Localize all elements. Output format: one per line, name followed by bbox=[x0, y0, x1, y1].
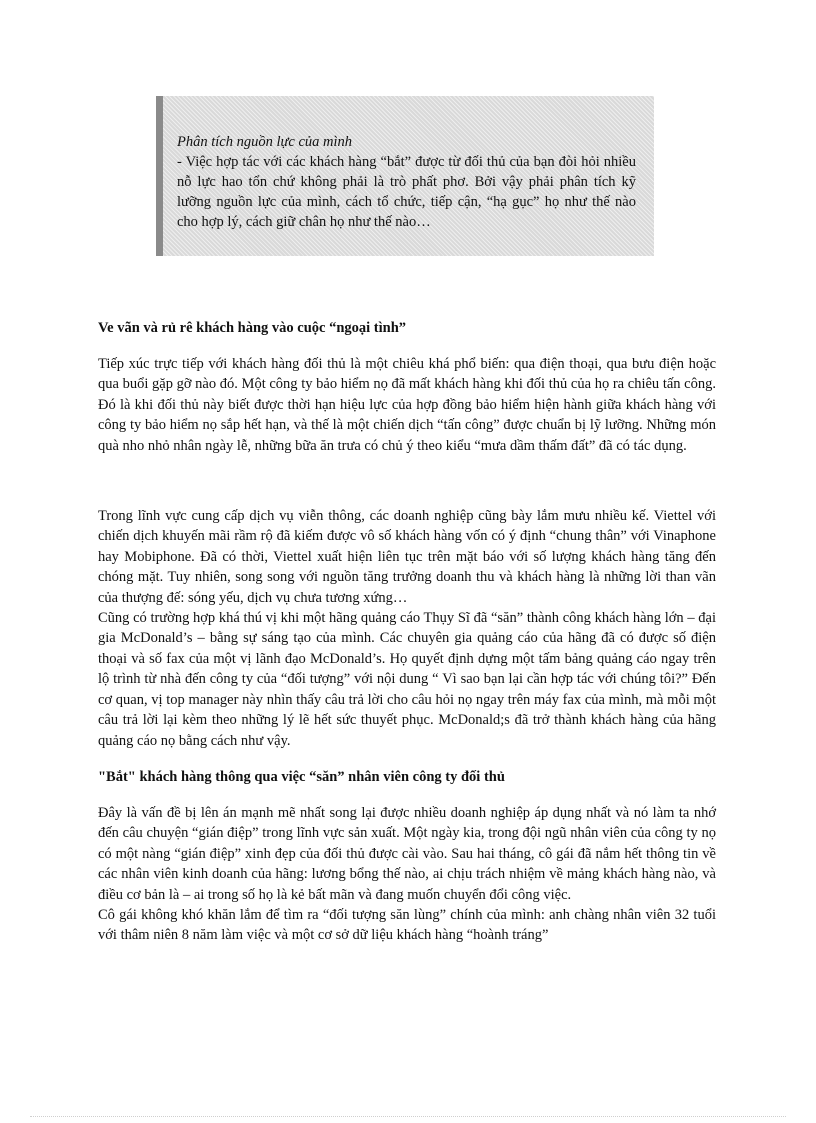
page-divider bbox=[30, 1116, 786, 1117]
paragraph: Cô gái không khó khăn lắm để tìm ra “đối tượng săn lùng” chính của mình: anh chàng nhân viên 32 tuổi với thâm niên 8 năm làm việc và một cơ sở dữ liệu khách hàng “hoành tráng” bbox=[98, 906, 716, 944]
paragraph: Trong lĩnh vực cung cấp dịch vụ viễn thông, các doanh nghiệp cũng bày lắm mưu nhiều kế. Viettel với chiến dịch khuyến mãi rầm rộ đã kiếm được vô số khách hàng vốn có ý định “chung thân” với Vinaphone hay Mobiphone. Đã có thời, Viettel xuất hiện liên tục trên mặt báo với số lượng khách hàng tăng đến chóng mặt. Tuy nhiên, song song với nguồn tăng trưởng doanh thu và khách hàng là những lời than vãn của thượng đế: sóng yếu, dịch vụ chưa tương xứng… bbox=[98, 508, 716, 606]
callout-box bbox=[156, 96, 654, 256]
paragraph: Tiếp xúc trực tiếp với khách hàng đối thủ là một chiêu khá phổ biến: qua điện thoại, qua bưu điện hoặc qua buổi gặp gỡ nào đó. Một công ty bảo hiểm nọ đã mất khách hàng khi đối thủ của họ ra chiêu tấn công. Đó là khi đối thủ này biết được thời hạn hiệu lực của hợp đồng bảo hiểm hiện hành giữa khách hàng với công ty bảo hiểm nọ sắp hết hạn, và thế là một chiến dịch “tấn công” được chuẩn bị lỹ lưỡng. Những món quà nho nhỏ nhân ngày lễ, những bữa ăn trưa có chủ ý theo kiểu “mưa dầm thấm đất” đã có tác dụng. bbox=[98, 356, 716, 454]
section-heading: Ve vãn và rủ rê khách hàng vào cuộc “ngoại tình” bbox=[98, 320, 407, 336]
paragraph: Cũng có trường hợp khá thú vị khi một hãng quảng cáo Thụy Sĩ đã “săn” thành công khách hàng lớn – đại gia McDonald’s – bằng sự sáng tạo của mình. Các chuyên gia quảng cáo của hãng đã có được số điện thoại và số fax của một vị lãnh đạo McDonald’s. Họ quyết định dựng một tấm bảng quảng cáo ngay trên lộ trình từ nhà đến công ty của “đối tượng” với nội dung “ Vì sao bạn lại cần hợp tác với chúng tôi?” Đến cơ quan, vị top manager này nhìn thấy câu trả lời cho câu hỏi nọ ngay trên máy fax của mình, mà mỗi một câu trả lời lại kèm theo những lý lẽ hết sức thuyết phục. McDonald;s đã trở thành khách hàng của hãng quảng cáo nọ bằng cách như vậy. bbox=[98, 610, 716, 749]
callout-body: - Việc hợp tác với các khách hàng “bắt” được từ đối thủ của bạn đòi hỏi nhiều nỗ lực hao tổn chứ không phải là trò phất phơ. Bởi vậy phải phân tích kỹ lưỡng nguồn lực của mình, cách tổ chức, tiếp cận, “hạ gục” họ như thế nào cho hợp lý, cách giữ chân họ như thế nào… bbox=[177, 154, 636, 230]
callout-title: Phân tích nguồn lực của mình bbox=[177, 134, 353, 150]
paragraph: Đây là vấn đề bị lên án mạnh mẽ nhất song lại được nhiều doanh nghiệp áp dụng nhất và nó làm ta nhớ đến câu chuyện “gián điệp” trong lĩnh vực sản xuất. Một ngày kia, trong đội ngũ nhân viên của công ty nọ có một nàng “gián điệp” xinh đẹp của đối thủ được cài vào. Sau hai tháng, cô gái đã nắm hết thông tin về các nhân viên kinh doanh của hãng: lương bổng thế nào, ai chịu trách nhiệm về mảng khách hàng nào, và điều cơ bản là – ai trong số họ là kẻ bất mãn và đang muốn chuyển đổi công việc. bbox=[98, 804, 716, 903]
section-heading: "Bắt" khách hàng thông qua việc “săn” nhân viên công ty đối thủ bbox=[98, 768, 505, 785]
article-body bbox=[98, 318, 716, 946]
